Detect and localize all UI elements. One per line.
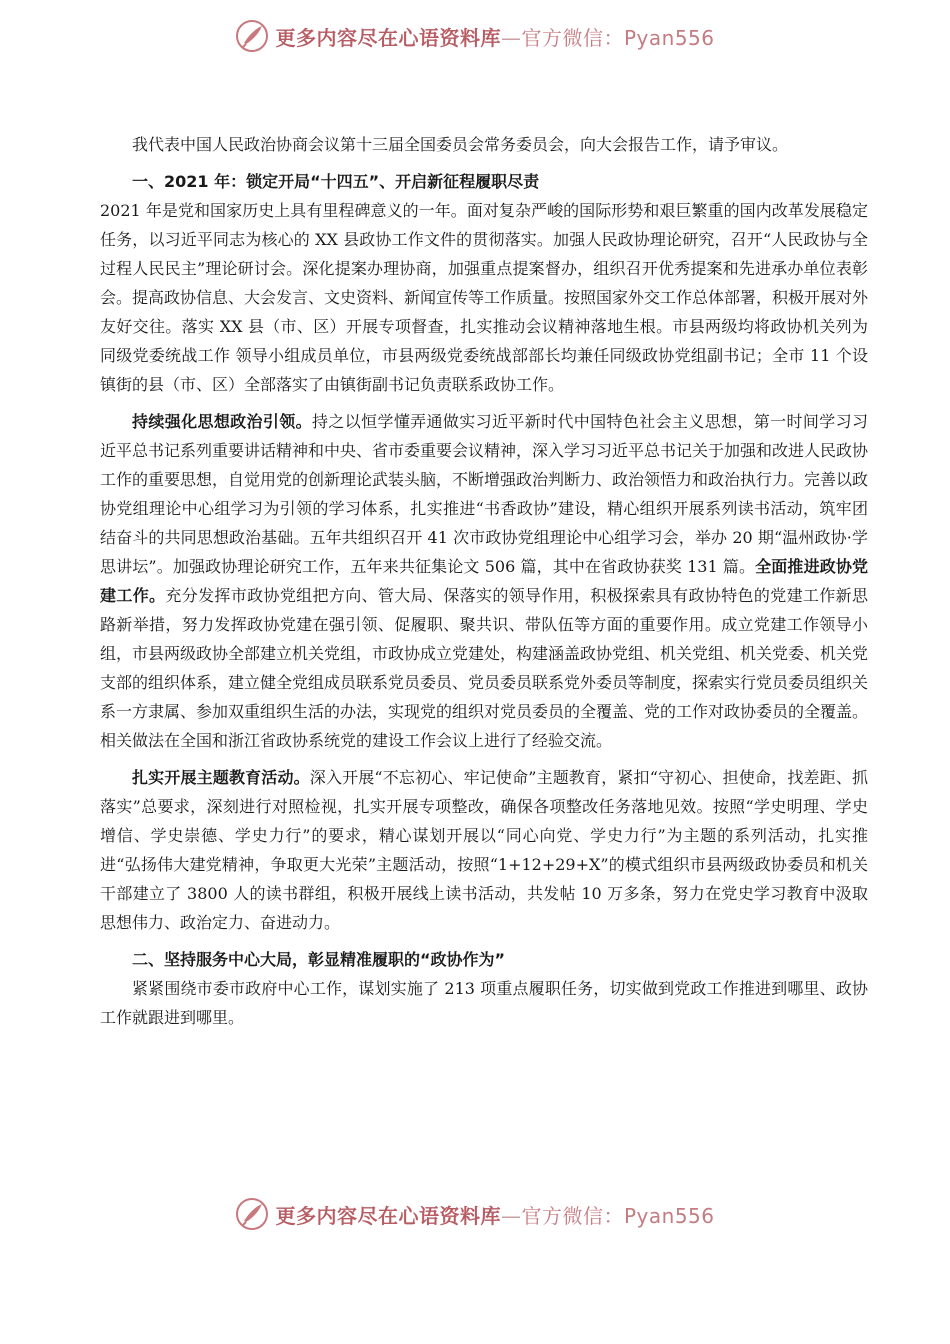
paragraph-education-text: 深入开展“不忘初心、牢记使命”主题教育，紧扣“守初心、担使命，找差距、抓落实”总要求，深刻进行对照检视，扎实开展专项整改，确保各项整改任务落地见效。按照“学史明理、学史增信、学史崇德、学史力行”的要求，精心谋划开展以“同心向党、学史力行”为主题的系列活动，扎实推进“弘扬伟大建党精神，争取更大光荣”主题活动，按照“1+12+29+X”的模式组织市县两级政协委员和机关干部建立了 3800 人的读书群组，积极开展线上读书活动，共发帖 10 万多条，努力在党史学习教育中汲取思想伟力、政治定力、奋进动力。	[100, 768, 868, 932]
banner-official-label: 官方微信：	[521, 1203, 624, 1228]
paragraph-party-text: 充分发挥市政协党组把方向、管大局、保落实的领导作用，积极探索具有政协特色的党建工作新思路新举措，努力发挥政协党建在强引领、促履职、聚共识、带队伍等方面的重要作用。成立党建工作领导小组，市县两级政协全部建立机关党组，市政协成立党建处，构建涵盖政协党组、机关党组、机关党委、机关党支部的组织体系，建立健全党组成员联系党员委员、党员委员联系党外委员等制度，探索实行党员委员组织关系一方隶属、参加双重组织生活的办法，实现党的组织对党员委员的全覆盖、党的工作对政协委员的全覆盖。相关做法在全国和浙江省政协系统党的建设工作会议上进行了经验交流。	[100, 586, 869, 750]
banner-dash: —	[500, 25, 522, 50]
banner-dash: —	[500, 1203, 522, 1228]
paragraph-center-work: 紧紧围绕市委市政府中心工作，谋划实施了 213 项重点履职任务，切实做到党政工作推进到哪里、政协工作就跟进到哪里。	[100, 979, 868, 1027]
banner-brand: 更多内容尽在心语资料库	[275, 25, 501, 50]
header-banner	[0, 16, 950, 56]
paragraph-education	[100, 763, 868, 937]
quill-seal-logo-icon	[235, 19, 269, 53]
paragraph-ideology-lead: 持续强化思想政治引领。	[132, 412, 312, 431]
section-heading-1: 一、2021 年：锁定开局“十四五”、开启新征程履职尽责	[132, 172, 540, 191]
banner-text	[275, 22, 714, 51]
banner-wechat-id: Pyan556	[623, 1203, 715, 1228]
quill-seal-logo-icon	[235, 1197, 269, 1231]
paragraph-party-lead: 全面推进政协党建工作。	[100, 557, 868, 605]
banner-brand: 更多内容尽在心语资料库	[275, 1203, 501, 1228]
paragraph-education-lead: 扎实开展主题教育活动。	[132, 768, 310, 787]
paragraph-2021: 2021 年是党和国家历史上具有里程碑意义的一年。面对复杂严峻的国际形势和艰巨繁重的国内改革发展稳定任务，以习近平同志为核心的 XX 县政协工作文件的贯彻落实。加强人民政协理论研究，召开“人民政协与全过程人民民主”理论研讨会。深化提案办理协商，加强重点提案督办，组织召开优秀提案和先进承办单位表彰会。提高政协信息、大会发言、文史资料、新闻宣传等工作质量。按照国家外交工作总体部署，积极开展对外友好交往。落实 XX 县（市、区）开展专项督查，扎实推动会议精神落地生根。市县两级均将政协机关列为同级党委统战工作 领导小组成员单位，市县两级党委统战部部长均兼任同级政协党组副书记；全市 11 个设镇街的县（市、区）全部落实了由镇街副书记负责联系政协工作。	[100, 201, 869, 394]
footer-banner	[0, 1194, 950, 1234]
section-heading-2: 二、坚持服务中心大局，彰显精准履职的“政协作为”	[132, 950, 506, 969]
banner-wechat-id: Pyan556	[623, 25, 715, 50]
banner-text	[275, 1200, 714, 1229]
document-body	[100, 130, 868, 1040]
banner-official-label: 官方微信：	[521, 25, 624, 50]
intro-paragraph: 我代表中国人民政治协商会议第十三届全国委员会常务委员会，向大会报告工作，请予审议。	[132, 135, 789, 154]
paragraph-ideology	[100, 407, 868, 755]
paragraph-ideology-text: 持之以恒学懂弄通做实习近平新时代中国特色社会主义思想，第一时间学习习近平总书记系列重要讲话精神和中央、省市委重要会议精神，深入学习习近平总书记关于加强和改进人民政协工作的重要思想，自觉用党的创新理论武装头脑，不断增强政治判断力、政治领悟力和政治执行力。完善以政协党组理论中心组学习为引领的学习体系，扎实推进“书香政协”建设，精心组织开展系列读书活动，筑牢团结奋斗的共同思想政治基础。五年共组织召开 41 次市政协党组理论中心组学习会，举办 20 期“温州政协·学思讲坛”。加强政协理论研究工作，五年来共征集论文 506 篇，其中在省政协获奖 131 篇。	[100, 412, 869, 576]
